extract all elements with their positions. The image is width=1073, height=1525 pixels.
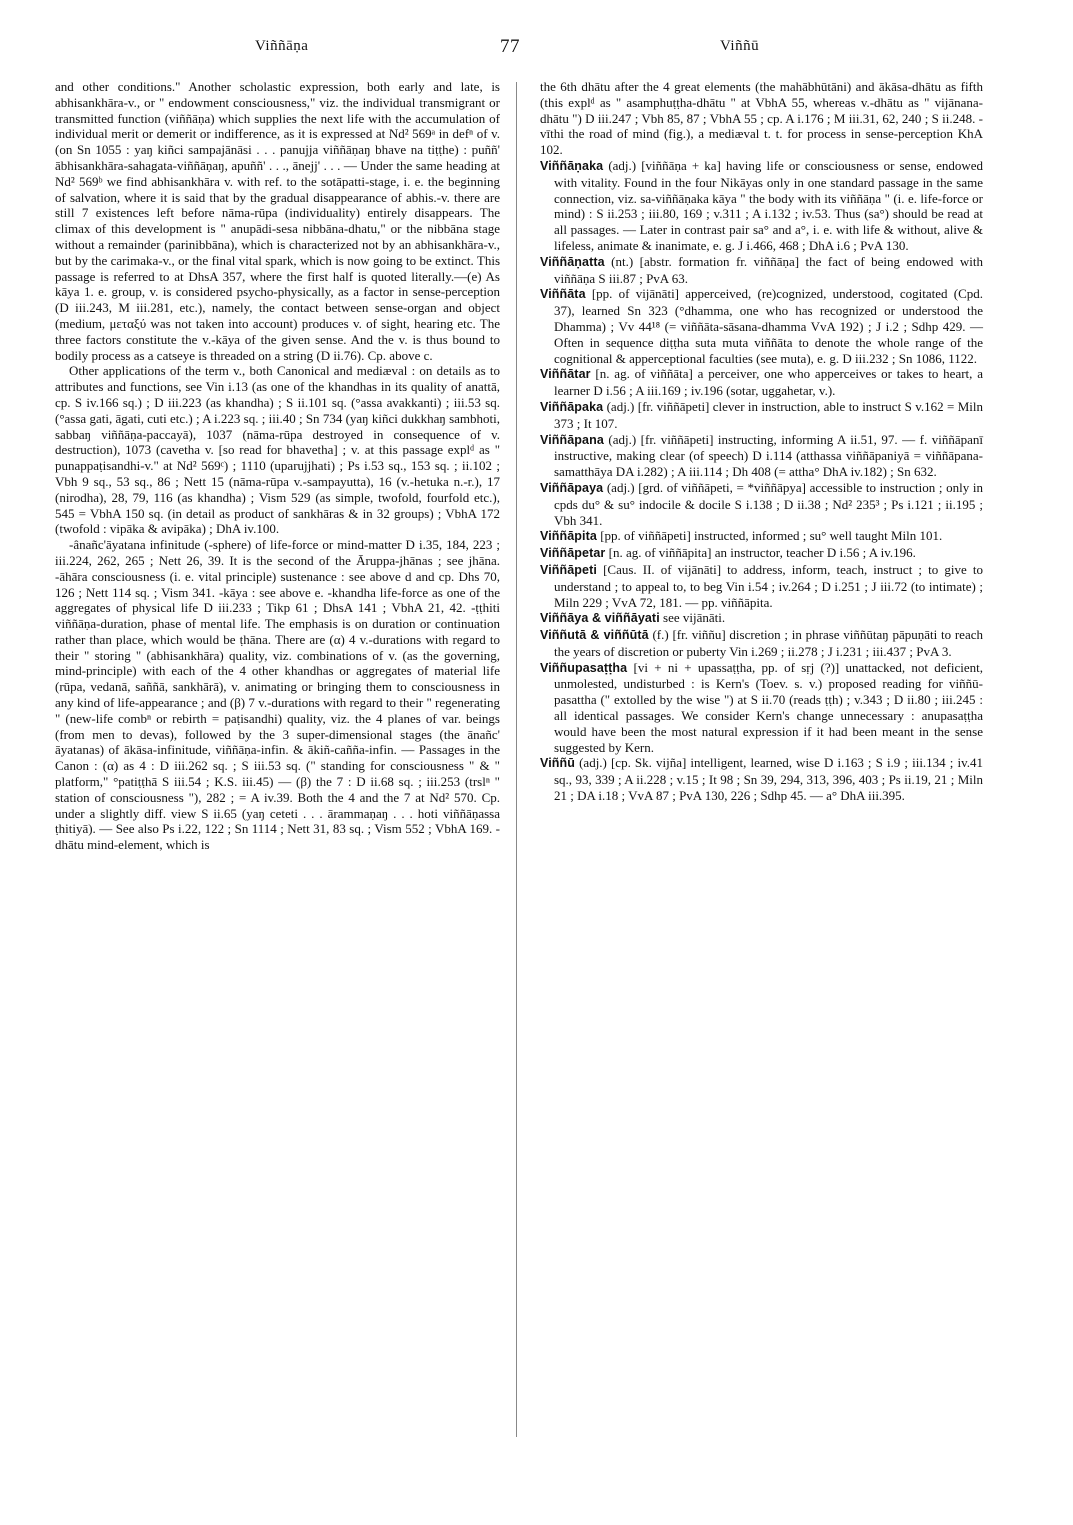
running-head-right: Viññū — [720, 38, 760, 54]
entry — [540, 528, 983, 545]
page-header — [55, 38, 1010, 68]
entry — [540, 562, 983, 610]
paragraph-continuation: and other conditions." Another scholastic expression, both early and late, is abhisankhāra-v., or " endowment consciousness," viz. the individual transmigrant or transmitted function (viññāṇa) which supplies the next life with the accumulation of individual merit or demerit or indifference, as it is expressed at Nd² 569ᵃ in defⁿ of v. (on Sn 1055 : yaŋ kiñci sampajānāsi . . . panujja viññāṇaŋ bhave na tiṭṭhe) : puññ' ābhisankhāra-sahagata-viññāṇaŋ, apuññ' . . ., ānejj' . . . — Under the same heading at Nd² 569ᵇ we find abhisankhāra v. with ref. to the sotāpatti-stage, i. e. the beginning of salvation, where it is said that by the gradual disappearance of abhis.-v. there are still 7 existences left before nāma-rūpa (individuality) entirely disappears. The climax of this development is " anupādi-sesa nibbāna-dhatu," or the nibbāna stage without a remainder (parinibbāna), which is characterized not by an abhisankhāra-v., but by the carimaka-v., or the final vital spark, which is now going to be extinct. This passage is referred to at DhsA 357, where the first half is quoted literally.—(e) As kāya 1. e. group, v. is considered psycho-physically, as a factor in sense-perception (D iii.243, M iii.281, etc.), namely, the contact between sense-organ and object (medium, μεταξύ was not taken into account) produces v. of sight, hearing etc. The three factors constitute the v.-kāya of the given sense. And the v. is thus bound to bodily process as a catseye is threaded on a string (D ii.76). Cp. above c. — [55, 79, 500, 363]
definition: (nt.) [abstr. formation fr. viññāṇa] the fact of being endowed with viññāṇa S iii.87 ; PvA 63. — [554, 253, 984, 286]
definition: (adj.) [fr. viññāpeti] clever in instruction, able to instruct S v.162 = Miln 373 ; It 107. — [554, 398, 983, 431]
column-divider — [516, 82, 517, 1437]
definition: (adj.) [fr. viññāpeti] instructing, informing A ii.51, 97. — f. viññāpanī instructive, making clear (of speech) D i.114 (atthassa viññāpaniyā = viññāpana-samatthāya DA i.282) ; A iii.114 ; Dh 408 (= attha° DhA iv.182) ; Sn 632. — [554, 431, 983, 480]
headword: Viññāpeti — [540, 562, 597, 577]
headword: Viññutā & viññūtā — [540, 628, 649, 643]
right-column — [540, 79, 983, 1439]
paragraph-applications: Other applications of the term v., both Canonical and mediæval : on details as to attributes and functions, see Vin i.13 (as one of the khandhas in its quality of anattā, cp. S iv.166 sq.) ; D iii.223 (as khandha) ; S ii.101 sq. (°assa avakkanti) ; iii.53 sq. (°assa gati, āgati, cuti etc.) ; A i.223 sq. ; iii.40 ; Sn 734 (yaŋ kiñci dukkhaŋ sambhoti, sabbaŋ viññāṇa-paccayā), 1037 (nāma-rūpa destroyed in consequence of v. destruction), 1073 (cavetha v. [so read for bhavetha] ; v. at this passage explᵈ as " punappaṭisandhi-v." at Nd² 569ᶜ) ; 1110 (uparujjhati) ; Ps i.53 sq., 153 sq. ; ii.102 ; Vbh 9 sq., 53 sq., 86 ; Nett 15 (nāma-rūpa v.-sampayutta), 16 (v.-hetuka n.-r.), 17 (nirodha), 28, 79, 116 (as khandha) ; Vism 529 (as simple, twofold, fourfold etc.), 545 = VbhA 150 sq. (in detail as product of sankhāras & in 32 groups) ; VbhA 172 (twofold : vipāka & avipāka) ; DhA iv.100. — [55, 363, 500, 537]
entry — [540, 399, 983, 432]
headword: Viññātar — [540, 367, 591, 382]
paragraph-compounds: -ânañc'āyatana infinitude (-sphere) of life-force or mind-matter D i.35, 184, 223 ; iii.224, 262, 265 ; Nett 26, 39. It is the second of the Āruppa-jhānas ; see jhāna. -āhāra consciousness (i. e. vital principle) sustenance : see above d and cp. Dhs 70, 126 ; Nett 114 sq. ; Vism 341. -kāya : see above e. -khandha life-force as one of the aggregates of physical life D iii.233 ; Tikp 61 ; DhsA 141 ; VbhA 21, 42. -ṭṭhiti viññāṇa-duration, phase of mental life. The emphasis is on duration or continuation rather than place, which would be ṭhāna. There are (α) 4 v.-durations with regard to their " storing " (abhisankhāra) quality, viz. combinations of v. (as the governing, mind-principle) with each of the 4 other khandhas or aggregates of material life (rūpa, vedanā, saññā, sankhārā), v. animating or bringing them to consciousness in any kind of life-appearance ; and (β) 7 v.-durations with regard to their " regenerating " (new-life combⁿ or rebirth = paṭisandhi) quality, viz. the 4 planes of var. beings (from men to devas), followed by the 3 super-dimensional stages (the ānañc' āyatanas) of ākāsa-infinitude, viññāṇa-infin. & ākiñ-cañña-infin. — Passages in the Canon : (α) as 4 : D iii.262 sq. ; S iii.53 sq. (" standing for consciousness " & " platform," °patiṭṭhā S iii.54 ; K.S. iii.45) — (β) the 7 : D ii.68 sq. ; iii.253 (trslⁿ " station of consciousness "), 282 ; = A iv.39. Both the 4 and the 7 at Nd² 570. Cp. under a slightly diff. view S ii.65 (yaŋ ceteti . . . ārammaṇaŋ . . . hoti viññāṇassa ṭhitiyā). — See also Ps i.22, 122 ; Sn 1114 ; Nett 31, 83 sq. ; Vism 552 ; VbhA 169. -dhātu mind-element, which is — [55, 537, 500, 853]
entry — [540, 627, 983, 660]
definition: [pp. of viññāpeti] instructed, informed ; su° well taught Miln 101. — [600, 528, 943, 544]
entry — [540, 286, 983, 366]
entry — [540, 755, 983, 803]
headword: Viññāpaka — [540, 399, 604, 414]
entry — [540, 158, 983, 254]
entry — [540, 610, 983, 627]
headword: Viññāya & viññāyati — [540, 611, 660, 626]
entry — [540, 432, 983, 480]
definition: [n. ag. of viññāpita] an instructor, teacher D i.56 ; A iv.196. — [608, 545, 916, 561]
definition: [Caus. II. of vijānāti] to address, inform, teach, instruct ; to give to understand ; to appeal to, to beg Vin i.54 ; iv.264 ; D i.251 ; J iii.72 (to intimate) ; Miln 229 ; VvA 72, 181. — pp. viññāpita. — [554, 561, 984, 610]
definition: see vijānāti. — [663, 610, 726, 626]
definition: [n. ag. of viññāta] a perceiver, one who apperceives or takes to heart, a learner D i.56 ; A iii.169 ; iv.196 (sotar, uggahetar, v.). — [554, 366, 983, 399]
headword: Viññāpaya — [540, 480, 604, 495]
entry — [540, 545, 983, 562]
headword: Viññāta — [540, 287, 586, 302]
running-head-left: Viññāṇa — [255, 38, 309, 54]
headword: Viññāpita — [540, 529, 597, 544]
headword: Viññāpana — [540, 432, 604, 447]
headword: Viññupasaṭṭha — [540, 660, 628, 675]
definition: (adj.) [viññāṇa + ka] having life or consciousness or sense, endowed with vitality. Found in the four Nikāyas only in one standard passage in the same connection, viz. sa-viññāṇaka kāya " the body with its viññāṇa " (i. e. life-force or mind) : S ii.253 ; iii.80, 169 ; v.311 ; A i.132 ; iv.53. Thus (sa°) should be read at all passages. — Later in contrast pair sa° and a°, i. e. with life & without, alive & lifeless, animate & inanimate, e. g. J i.466, 468 ; DhA i.6 ; PvA 130. — [554, 157, 984, 253]
entry — [540, 254, 983, 287]
headword: Viññāṇaka — [540, 158, 604, 173]
entry — [540, 366, 983, 399]
definition: [pp. of vijānāti] apperceived, (re)cognized, understood, cogitated (Cpd. 37), learned Sn 323 (°dhamma, one who has recognized or understood the Dhamma) ; Vv 44¹⁸ (= viññāta-sāsana-dhamma VvA 192) ; J i.2 ; Sdhp 429. — Often in sequence diṭṭha suta muta viññāta to denote the whole range of the cognitional & apperceptional faculties (see muta), e. g. D iii.232 ; Sn 1086, 1122. — [554, 286, 983, 366]
entry — [540, 480, 983, 528]
page-number: 77 — [500, 36, 520, 57]
entry-continuation: the 6th dhātu after the 4 great elements (the mahābhūtāni) and ākāsa-dhātu as fifth (this explᵈ as " asamphuṭṭha-dhātu " at VbhA 55, whereas v.-dhātu as " vijānana-dhātu ") D iii.247 ; Vbh 85, 87 ; VbhA 55 ; cp. A i.176 ; M iii.31, 62, 240 ; S ii.248. -vīthi the road of mind (fig.), a mediæval t. t. for process in sense-perception KhA 102. — [540, 79, 983, 158]
entry — [540, 660, 983, 756]
headword: Viññāṇatta — [540, 254, 605, 269]
definition: [vi + ni + upassaṭṭha, pp. of sṛj (?)] unattacked, not deficient, unmolested, undisturbed : is Kern's (Toev. s. v.) proposed reading for viññū-pasattha (" extolled by the wise ") at S ii.70 (reads ṭṭh) ; v.343 ; D ii.80 ; iii.245 : all identical passages. We consider Kern's change unnecessary : anupasaṭṭha would have been the most natural expression if it had been meant in the sense suggested by Kern. — [554, 659, 983, 755]
headword: Viññū — [540, 756, 575, 771]
definition: (adj.) [grd. of viññāpeti, = *viññāpya] accessible to instruction ; only in cpds du° & su° indocile & docile S i.138 ; D ii.38 ; Nd² 235³ ; Ps i.121 ; ii.195 ; Vbh 341. — [554, 479, 984, 528]
definition: (adj.) [cp. Sk. vijña] intelligent, learned, wise D i.163 ; S i.9 ; iii.134 ; iv.41 sq., 93, 339 ; A ii.228 ; v.15 ; It 98 ; Sn 39, 294, 313, 396, 403 ; Ps ii.19, 21 ; Miln 21 ; DA i.18 ; VvA 87 ; PvA 130, 226 ; Sdhp 45. — a° DhA iii.395. — [554, 755, 983, 804]
definition: (f.) [fr. viññu] discretion ; in phrase viññūtaŋ pāpuṇāti to reach the years of discretion or puberty Vin i.269 ; ii.278 ; J i.231 ; iii.437 ; PvA 3. — [554, 627, 983, 659]
left-column — [55, 79, 500, 1439]
headword: Viññāpetar — [540, 546, 606, 561]
